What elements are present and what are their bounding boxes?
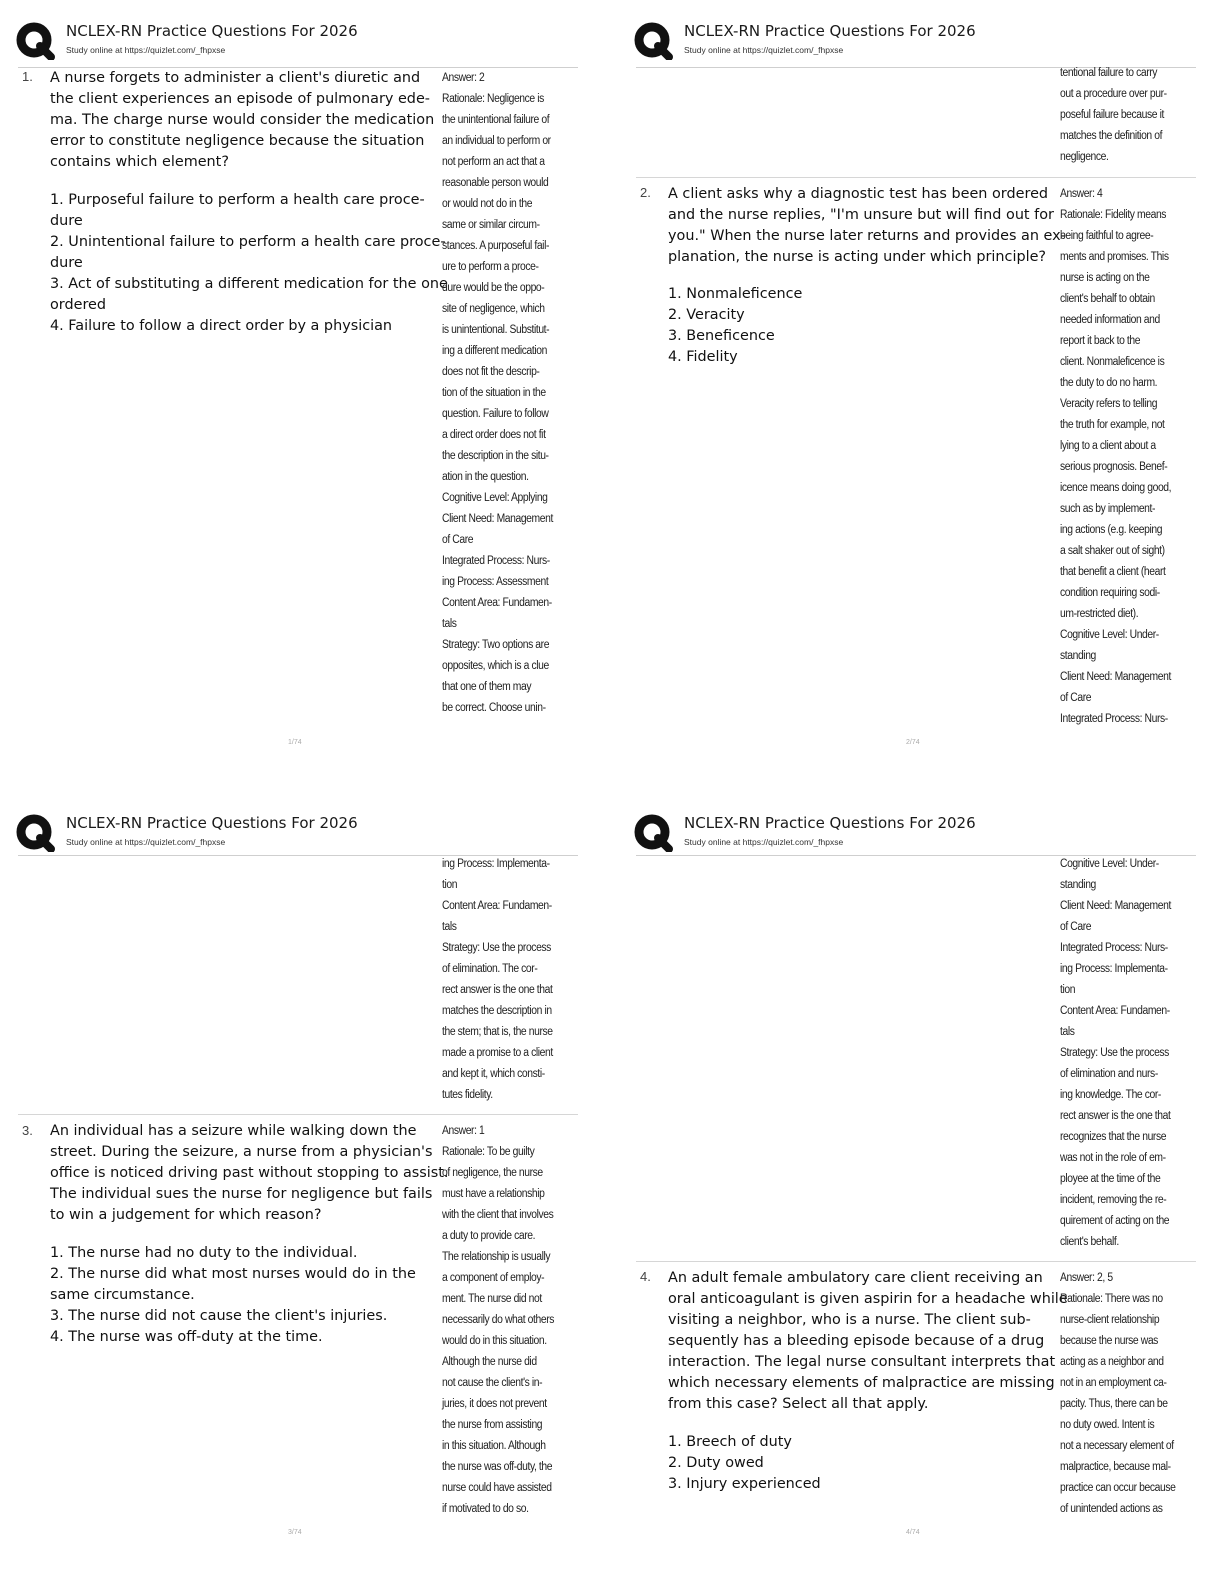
stem-line: oral anticoagulant is given aspirin for a headache while (668, 1291, 1068, 1307)
rationale-continued (442, 854, 553, 1106)
rationale-line: ation in the question. (442, 471, 529, 483)
rationale-line: ployee at the time of the (1060, 1173, 1161, 1185)
quizlet-logo-icon (16, 22, 56, 60)
stem-line: An adult female ambulatory care client receiving an (668, 1270, 1043, 1286)
stem-line: street. During the seizure, a nurse from a physician's (50, 1144, 433, 1160)
option-line: 4. Failure to follow a direct order by a physician (50, 318, 393, 334)
stem-line: visiting a neighbor, who is a nurse. The client sub- (668, 1312, 1031, 1328)
question-separator (636, 177, 1196, 178)
rationale-line: standing (1060, 879, 1096, 891)
quizlet-logo-icon (634, 22, 674, 60)
rationale-line: of Care (442, 534, 474, 546)
rationale-line: no duty owed. Intent is (1060, 1419, 1155, 1431)
page-number: 2/74 (906, 739, 920, 746)
stem-line: A nurse forgets to administer a client's diuretic and (50, 70, 421, 86)
option-line: 1. Purposeful failure to perform a health care proce- (50, 192, 425, 208)
rationale-line: malpractice, because mal- (1060, 1461, 1171, 1473)
rationale-line: rect answer is the one that (1060, 1110, 1171, 1122)
option-line: 1. The nurse had no duty to the individual. (50, 1245, 358, 1261)
answer-rationale (1060, 1268, 1175, 1520)
stem-line: An individual has a seizure while walking down the (50, 1123, 417, 1139)
rationale-line: if motivated to do so. (442, 1503, 529, 1515)
rationale-line: was not in the role of em- (1060, 1152, 1166, 1164)
stem-line: the client experiences an episode of pulmonary ede- (50, 91, 430, 107)
header-subtitle: Study online at https://quizlet.com/_fhpxse (684, 45, 844, 55)
page-4 (618, 792, 1218, 1572)
header-title: NCLEX-RN Practice Questions For 2026 (684, 22, 976, 40)
rationale-line: tutes fidelity. (442, 1089, 493, 1101)
rationale-line: ing Process: Assessment (442, 576, 549, 588)
stem-line: planation, the nurse is acting under which principle? (668, 249, 1047, 265)
rationale-line: icence means doing good, (1060, 482, 1172, 494)
rationale-line: out a procedure over pur- (1060, 88, 1167, 100)
quizlet-logo-icon (16, 814, 56, 852)
rationale-line: of Care (1060, 921, 1092, 933)
rationale-line: client. Nonmaleficence is (1060, 356, 1165, 368)
rationale-line: not cause the client's in- (442, 1377, 543, 1389)
rationale-line: Content Area: Fundamen- (442, 900, 552, 912)
stem-line: and the nurse replies, "I'm unsure but will find out for (668, 207, 1054, 223)
rationale-line: the nurse was off-duty, the (442, 1461, 553, 1473)
rationale-line: Content Area: Fundamen- (1060, 1005, 1170, 1017)
page-2 (618, 0, 1218, 780)
option-line: 2. The nurse did what most nurses would do in the (50, 1266, 416, 1282)
answer-rationale (442, 68, 553, 719)
rationale-line: tals (442, 921, 457, 933)
rationale-line: ing Process: Implementa- (1060, 963, 1168, 975)
rationale-line: nurse-client relationship (1060, 1314, 1160, 1326)
stem-line: office is noticed driving past without stopping to assist. (50, 1165, 449, 1181)
rationale-line: Rationale: Fidelity means (1060, 209, 1167, 221)
rationale-line: would do in this situation. (442, 1335, 547, 1347)
rationale-line: lying to a client about a (1060, 440, 1156, 452)
rationale-line: in this situation. Although (442, 1440, 546, 1452)
rationale-line: a component of employ- (442, 1272, 545, 1284)
rationale-line: Cognitive Level: Under- (1060, 629, 1159, 641)
rationale-line: be correct. Choose unin- (442, 702, 546, 714)
rationale-line: ing knowledge. The cor- (1060, 1089, 1161, 1101)
rationale-line: Answer: 4 (1060, 188, 1103, 200)
rationale-line: not perform an act that a (442, 156, 545, 168)
rationale-line: ing actions (e.g. keeping (1060, 524, 1163, 536)
rationale-line: and kept it, which consti- (442, 1068, 545, 1080)
answer-options (668, 284, 802, 368)
rationale-line: Although the nurse did (442, 1356, 537, 1368)
rationale-line: ure to perform a proce- (442, 261, 539, 273)
rationale-line: question. Failure to follow (442, 408, 549, 420)
rationale-line: a direct order does not fit (442, 429, 546, 441)
rationale-line: an individual to perform or (442, 135, 551, 147)
rationale-line: must have a relationship (442, 1188, 545, 1200)
rationale-line: is unintentional. Substitut- (442, 324, 550, 336)
rationale-line: Content Area: Fundamen- (442, 597, 552, 609)
rationale-line: client's behalf to obtain (1060, 293, 1155, 305)
rationale-line: that benefit a client (heart (1060, 566, 1166, 578)
stem-line: The individual sues the nurse for negligence but fails (50, 1186, 433, 1202)
rationale-line: does not fit the descrip- (442, 366, 540, 378)
rationale-line: Rationale: To be guilty (442, 1146, 535, 1158)
question-separator (636, 1261, 1196, 1262)
rationale-line: juries, it does not prevent (442, 1398, 547, 1410)
rationale-line: Cognitive Level: Under- (1060, 858, 1159, 870)
rationale-line: Strategy: Use the process (442, 942, 551, 954)
stem-line: sequently has a bleeding episode because of a drug (668, 1333, 1045, 1349)
quizlet-logo-icon (634, 814, 674, 852)
rationale-line: Answer: 2 (442, 72, 485, 84)
option-line: 2. Duty owed (668, 1455, 764, 1471)
rationale-line: acting as a neighbor and (1060, 1356, 1164, 1368)
page-header (634, 22, 1204, 62)
page-number: 3/74 (288, 1529, 302, 1536)
question-stem (50, 1121, 449, 1226)
option-line: 4. The nurse was off-duty at the time. (50, 1329, 323, 1345)
rationale-line: Strategy: Use the process (1060, 1047, 1169, 1059)
rationale-line: Client Need: Management (442, 513, 553, 525)
option-line: 3. The nurse did not cause the client's injuries. (50, 1308, 388, 1324)
rationale-line: tion (1060, 984, 1076, 996)
question-number: 2. (640, 185, 651, 200)
option-line: dure (50, 255, 83, 271)
page-number: 4/74 (906, 1529, 920, 1536)
rationale-line: the stem; that is, the nurse (442, 1026, 553, 1038)
rationale-line: Integrated Process: Nurs- (1060, 713, 1168, 725)
rationale-line: reasonable person would (442, 177, 549, 189)
rationale-line: Integrated Process: Nurs- (442, 555, 550, 567)
option-line: ordered (50, 297, 107, 313)
question-number: 1. (22, 69, 33, 84)
header-title: NCLEX-RN Practice Questions For 2026 (66, 814, 358, 832)
rationale-line: the duty to do no harm. (1060, 377, 1158, 389)
rationale-continued (1060, 63, 1167, 168)
page-1 (0, 0, 600, 780)
option-line: same circumstance. (50, 1287, 195, 1303)
rationale-line: nurse could have assisted (442, 1482, 552, 1494)
rationale-line: a duty to provide care. (442, 1230, 536, 1242)
rationale-line: ing Process: Implementa- (442, 858, 550, 870)
rationale-continued (1060, 854, 1171, 1253)
option-line: 3. Injury experienced (668, 1476, 821, 1492)
rationale-line: being faithful to agree- (1060, 230, 1154, 242)
question-number: 4. (640, 1269, 651, 1284)
question-separator (18, 1114, 578, 1115)
rationale-line: not a necessary element of (1060, 1440, 1174, 1452)
rationale-line: pacity. Thus, there can be (1060, 1398, 1168, 1410)
option-line: 1. Breech of duty (668, 1434, 792, 1450)
stem-line: A client asks why a diagnostic test has been ordered (668, 186, 1049, 202)
rationale-line: tion (442, 879, 458, 891)
rationale-line: Integrated Process: Nurs- (1060, 942, 1168, 954)
rationale-line: of elimination. The cor- (442, 963, 538, 975)
rationale-line: report it back to the (1060, 335, 1141, 347)
rationale-line: quirement of acting on the (1060, 1215, 1170, 1227)
option-line: 4. Fidelity (668, 349, 738, 365)
rationale-line: Answer: 1 (442, 1125, 485, 1137)
rationale-line: site of negligence, which (442, 303, 545, 315)
stem-line: you." When the nurse later returns and provides an ex- (668, 228, 1066, 244)
question-stem (50, 68, 434, 173)
question-stem (668, 184, 1066, 268)
rationale-line: a salt shaker out of sight) (1060, 545, 1165, 557)
rationale-line: with the client that involves (442, 1209, 554, 1221)
rationale-line: the unintentional failure of (442, 114, 550, 126)
option-line: 2. Veracity (668, 307, 745, 323)
rationale-line: of elimination and nurs- (1060, 1068, 1158, 1080)
rationale-line: necessarily do what others (442, 1314, 555, 1326)
rationale-line: not in an employment ca- (1060, 1377, 1167, 1389)
rationale-line: same or similar circum- (442, 219, 540, 231)
rationale-line: tentional failure to carry (1060, 67, 1158, 79)
rationale-line: rect answer is the one that (442, 984, 553, 996)
rationale-line: Rationale: There was no (1060, 1293, 1163, 1305)
rationale-line: made a promise to a client (442, 1047, 553, 1059)
rationale-line: ment. The nurse did not (442, 1293, 542, 1305)
rationale-line: dure would be the oppo- (442, 282, 545, 294)
answer-rationale (442, 1121, 554, 1520)
question-stem (668, 1268, 1068, 1415)
question-number: 3. (22, 1123, 33, 1138)
option-line: dure (50, 213, 83, 229)
rationale-line: condition requiring sodi- (1060, 587, 1160, 599)
rationale-line: Answer: 2, 5 (1060, 1272, 1113, 1284)
header-subtitle: Study online at https://quizlet.com/_fhpxse (66, 45, 226, 55)
rationale-line: ing a different medication (442, 345, 547, 357)
page-header (16, 22, 586, 62)
page-number: 1/74 (288, 739, 302, 746)
rationale-line: Client Need: Management (1060, 900, 1171, 912)
rationale-line: tals (442, 618, 457, 630)
stem-line: interaction. The legal nurse consultant interprets that (668, 1354, 1056, 1370)
rationale-line: client's behalf. (1060, 1236, 1119, 1248)
option-line: 3. Beneficence (668, 328, 775, 344)
rationale-line: poseful failure because it (1060, 109, 1164, 121)
option-line: 3. Act of substituting a different medication for the one (50, 276, 448, 292)
page-3 (0, 792, 600, 1572)
rationale-line: tals (1060, 1026, 1075, 1038)
rationale-line: incident, removing the re- (1060, 1194, 1167, 1206)
answer-options (50, 190, 448, 337)
rationale-line: of negligence, the nurse (442, 1167, 543, 1179)
header-subtitle: Study online at https://quizlet.com/_fhpxse (66, 837, 226, 847)
rationale-line: Strategy: Two options are (442, 639, 550, 651)
rationale-line: matches the description in (442, 1005, 552, 1017)
rationale-line: Veracity refers to telling (1060, 398, 1158, 410)
rationale-line: opposites, which is a clue (442, 660, 549, 672)
option-line: 1. Nonmaleficence (668, 286, 803, 302)
rationale-line: nurse is acting on the (1060, 272, 1150, 284)
rationale-line: The relationship is usually (442, 1251, 551, 1263)
rationale-line: needed information and (1060, 314, 1160, 326)
header-title: NCLEX-RN Practice Questions For 2026 (66, 22, 358, 40)
rationale-line: the truth for example, not (1060, 419, 1165, 431)
page-header (634, 814, 1204, 854)
rationale-line: because the nurse was (1060, 1335, 1158, 1347)
stem-line: ma. The charge nurse would consider the medication (50, 112, 435, 128)
rationale-line: that one of them may (442, 681, 532, 693)
rationale-line: standing (1060, 650, 1096, 662)
rationale-line: the nurse from assisting (442, 1419, 543, 1431)
rationale-line: Client Need: Management (1060, 671, 1171, 683)
rationale-line: of Care (1060, 692, 1092, 704)
answer-rationale (1060, 184, 1171, 730)
header-subtitle: Study online at https://quizlet.com/_fhpxse (684, 837, 844, 847)
rationale-line: of unintended actions as (1060, 1503, 1163, 1515)
rationale-line: such as by implement- (1060, 503, 1156, 515)
rationale-line: stances. A purposeful fail- (442, 240, 550, 252)
stem-line: which necessary elements of malpractice are missing (668, 1375, 1055, 1391)
rationale-line: recognizes that the nurse (1060, 1131, 1167, 1143)
rationale-line: Cognitive Level: Applying (442, 492, 548, 504)
rationale-line: Rationale: Negligence is (442, 93, 544, 105)
answer-options (50, 1243, 416, 1348)
stem-line: from this case? Select all that apply. (668, 1396, 929, 1412)
header-title: NCLEX-RN Practice Questions For 2026 (684, 814, 976, 832)
rationale-line: tion of the situation in the (442, 387, 546, 399)
stem-line: to win a judgement for which reason? (50, 1207, 322, 1223)
rationale-line: the description in the situ- (442, 450, 549, 462)
rationale-line: or would not do in the (442, 198, 533, 210)
answer-options (668, 1432, 821, 1495)
rationale-line: negligence. (1060, 151, 1109, 163)
option-line: 2. Unintentional failure to perform a health care proce- (50, 234, 446, 250)
rationale-line: matches the definition of (1060, 130, 1163, 142)
rationale-line: practice can occur because (1060, 1482, 1176, 1494)
page-header (16, 814, 586, 854)
stem-line: error to constitute negligence because the situation (50, 133, 425, 149)
rationale-line: ments and promises. This (1060, 251, 1169, 263)
rationale-line: serious prognosis. Benef- (1060, 461, 1168, 473)
rationale-line: um-restricted diet). (1060, 608, 1139, 620)
stem-line: contains which element? (50, 154, 229, 170)
